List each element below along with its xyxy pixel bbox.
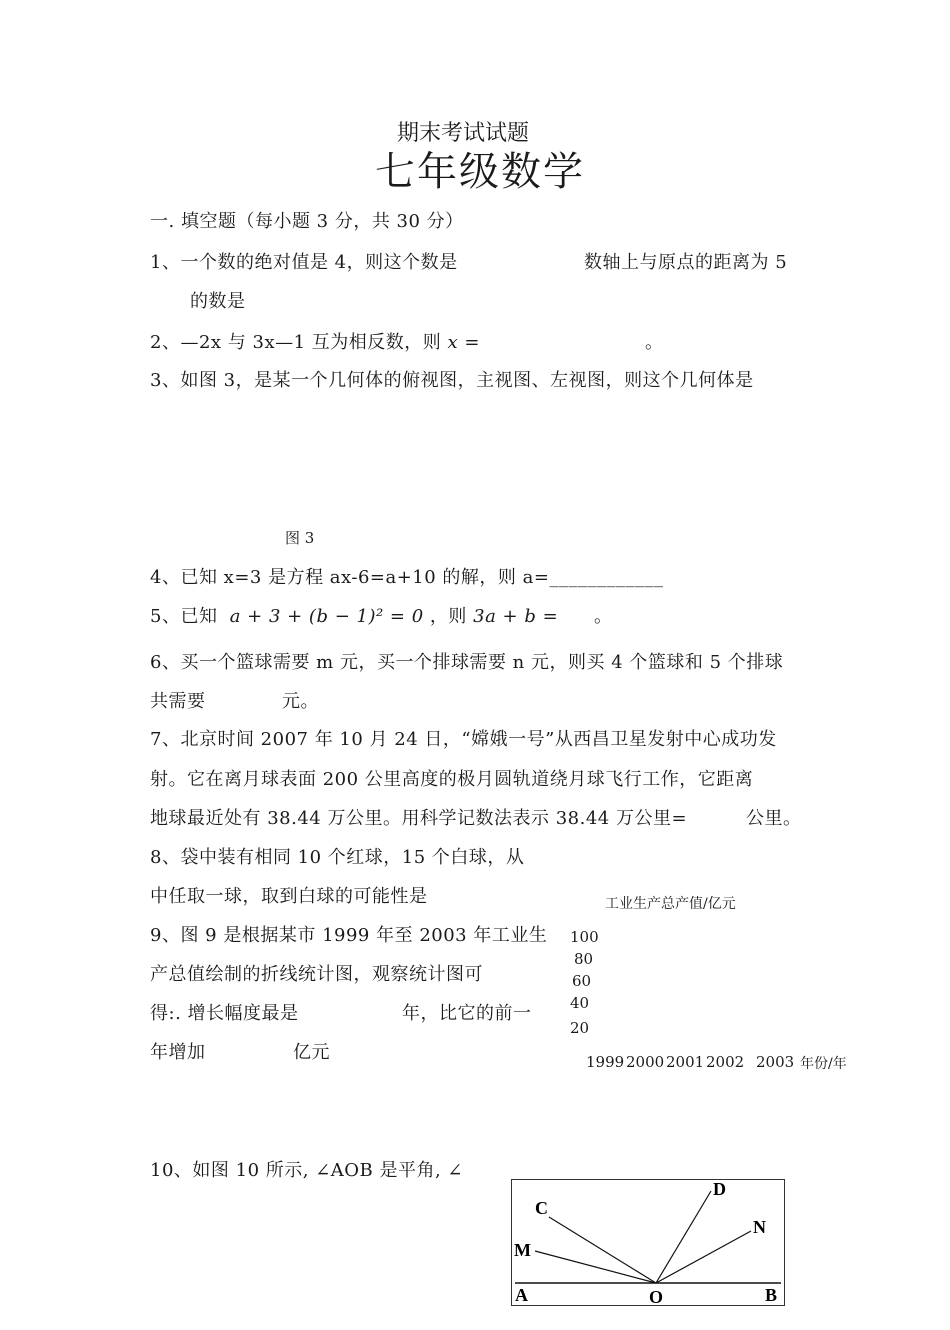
question-9-line1: 9、图 9 是根据某市 1999 年至 2003 年工业生 [150, 925, 548, 946]
chart-title: 工业生产总产值/亿元 [605, 896, 736, 912]
question-9-line4b: 亿元 [293, 1042, 330, 1063]
question-1-part2: 数轴上与原点的距离为 5 [584, 252, 788, 273]
question-8-line1: 8、袋中装有相同 10 个红球，15 个白球，从 [150, 847, 525, 868]
ray-om [535, 1251, 656, 1283]
question-5-mid: ，则 [429, 606, 467, 627]
chart-x-tick-label: 1999 [586, 1053, 625, 1071]
figure-10-angle-diagram [511, 1179, 785, 1306]
question-2-end: 。 [645, 332, 664, 353]
chart-y-tick-label: 80 [574, 950, 594, 968]
q9-line-chart [560, 888, 870, 1078]
question-6-line2a: 共需要 [150, 691, 206, 712]
point-n-label: N [753, 1217, 766, 1237]
figure-3-caption: 图 3 [285, 529, 315, 547]
question-5 [150, 602, 558, 628]
question-7-line2: 射。它在离月球表面 200 公里高度的极月圆轨道绕月球飞行工作，它距离 [150, 769, 754, 790]
chart-y-tick-label: 40 [570, 994, 590, 1012]
page-title: 七年级数学 [375, 149, 585, 195]
ray-on [656, 1231, 751, 1283]
point-c-label: C [535, 1198, 548, 1218]
question-9-line3a: 得:. 增长幅度最是 [150, 1003, 299, 1024]
chart-x-tick-label: 2003 [756, 1053, 795, 1071]
chart-x-tick-label: 2002 [706, 1053, 745, 1071]
question-6-line2b: 元。 [282, 691, 319, 712]
chart-x-axis-label: 年份/年 [800, 1056, 847, 1072]
question-9-line4a: 年增加 [150, 1042, 206, 1063]
question-3: 3、如图 3，是某一个几何体的俯视图，主视图、左视图，则这个几何体是 [150, 370, 754, 391]
chart-y-tick-label: 60 [572, 972, 592, 990]
point-b-label: B [765, 1285, 778, 1305]
question-5-expression-2: 3a + b = [473, 606, 559, 627]
section-heading: 一. 填空题（每小题 3 分，共 30 分） [150, 211, 464, 232]
question-4: 4、已知 x=3 是方程 ax-6=a+10 的解，则 a=____________ [150, 567, 664, 588]
chart-y-tick-label: 100 [570, 928, 599, 946]
chart-x-tick-label: 2000 [626, 1053, 665, 1071]
question-8-line2: 中任取一球，取到白球的可能性是 [150, 886, 428, 907]
question-2-variable: x [447, 332, 459, 353]
point-o-label: O [649, 1287, 664, 1306]
point-m-label: M [514, 1240, 531, 1260]
question-5-end: 。 [594, 606, 613, 627]
point-d-label: D [713, 1179, 726, 1199]
question-7-line1: 7、北京时间 2007 年 10 月 24 日，“嫦娥一号”从西昌卫星发射中心成功发 [150, 729, 777, 750]
question-5-prefix: 5、已知 [150, 606, 218, 627]
question-1-part1: 1、一个数的绝对值是 4，则这个数是 [150, 252, 458, 273]
question-2-equals: = [464, 332, 480, 353]
question-5-expression: a + 3 + (b − 1)² = 0 [229, 606, 424, 627]
chart-x-tick-label: 2001 [666, 1053, 705, 1071]
question-7-line3a: 地球最近处有 38.44 万公里。用科学记数法表示 38.44 万公里= [150, 808, 688, 829]
question-2-text: 2、—2x 与 3x—1 互为相反数，则 [150, 332, 442, 353]
question-2 [150, 328, 480, 354]
ray-od [656, 1191, 711, 1283]
question-10: 10、如图 10 所示, ∠AOB 是平角, ∠ [150, 1160, 464, 1181]
chart-y-tick-label: 20 [570, 1019, 590, 1037]
figure-10-border [512, 1180, 785, 1306]
question-6-line1: 6、买一个篮球需要 m 元，买一个排球需要 n 元，则买 4 个篮球和 5 个排球 [150, 652, 784, 673]
ray-oc [549, 1217, 656, 1283]
exam-subtitle: 期末考试试题 [397, 121, 530, 146]
point-a-label: A [515, 1285, 528, 1305]
question-9-line3b: 年，比它的前一 [402, 1003, 532, 1024]
question-9-line2: 产总值绘制的折线统计图，观察统计图可 [150, 964, 483, 985]
question-7-line3b: 公里。 [746, 808, 802, 829]
question-1-line2: 的数是 [190, 291, 246, 312]
